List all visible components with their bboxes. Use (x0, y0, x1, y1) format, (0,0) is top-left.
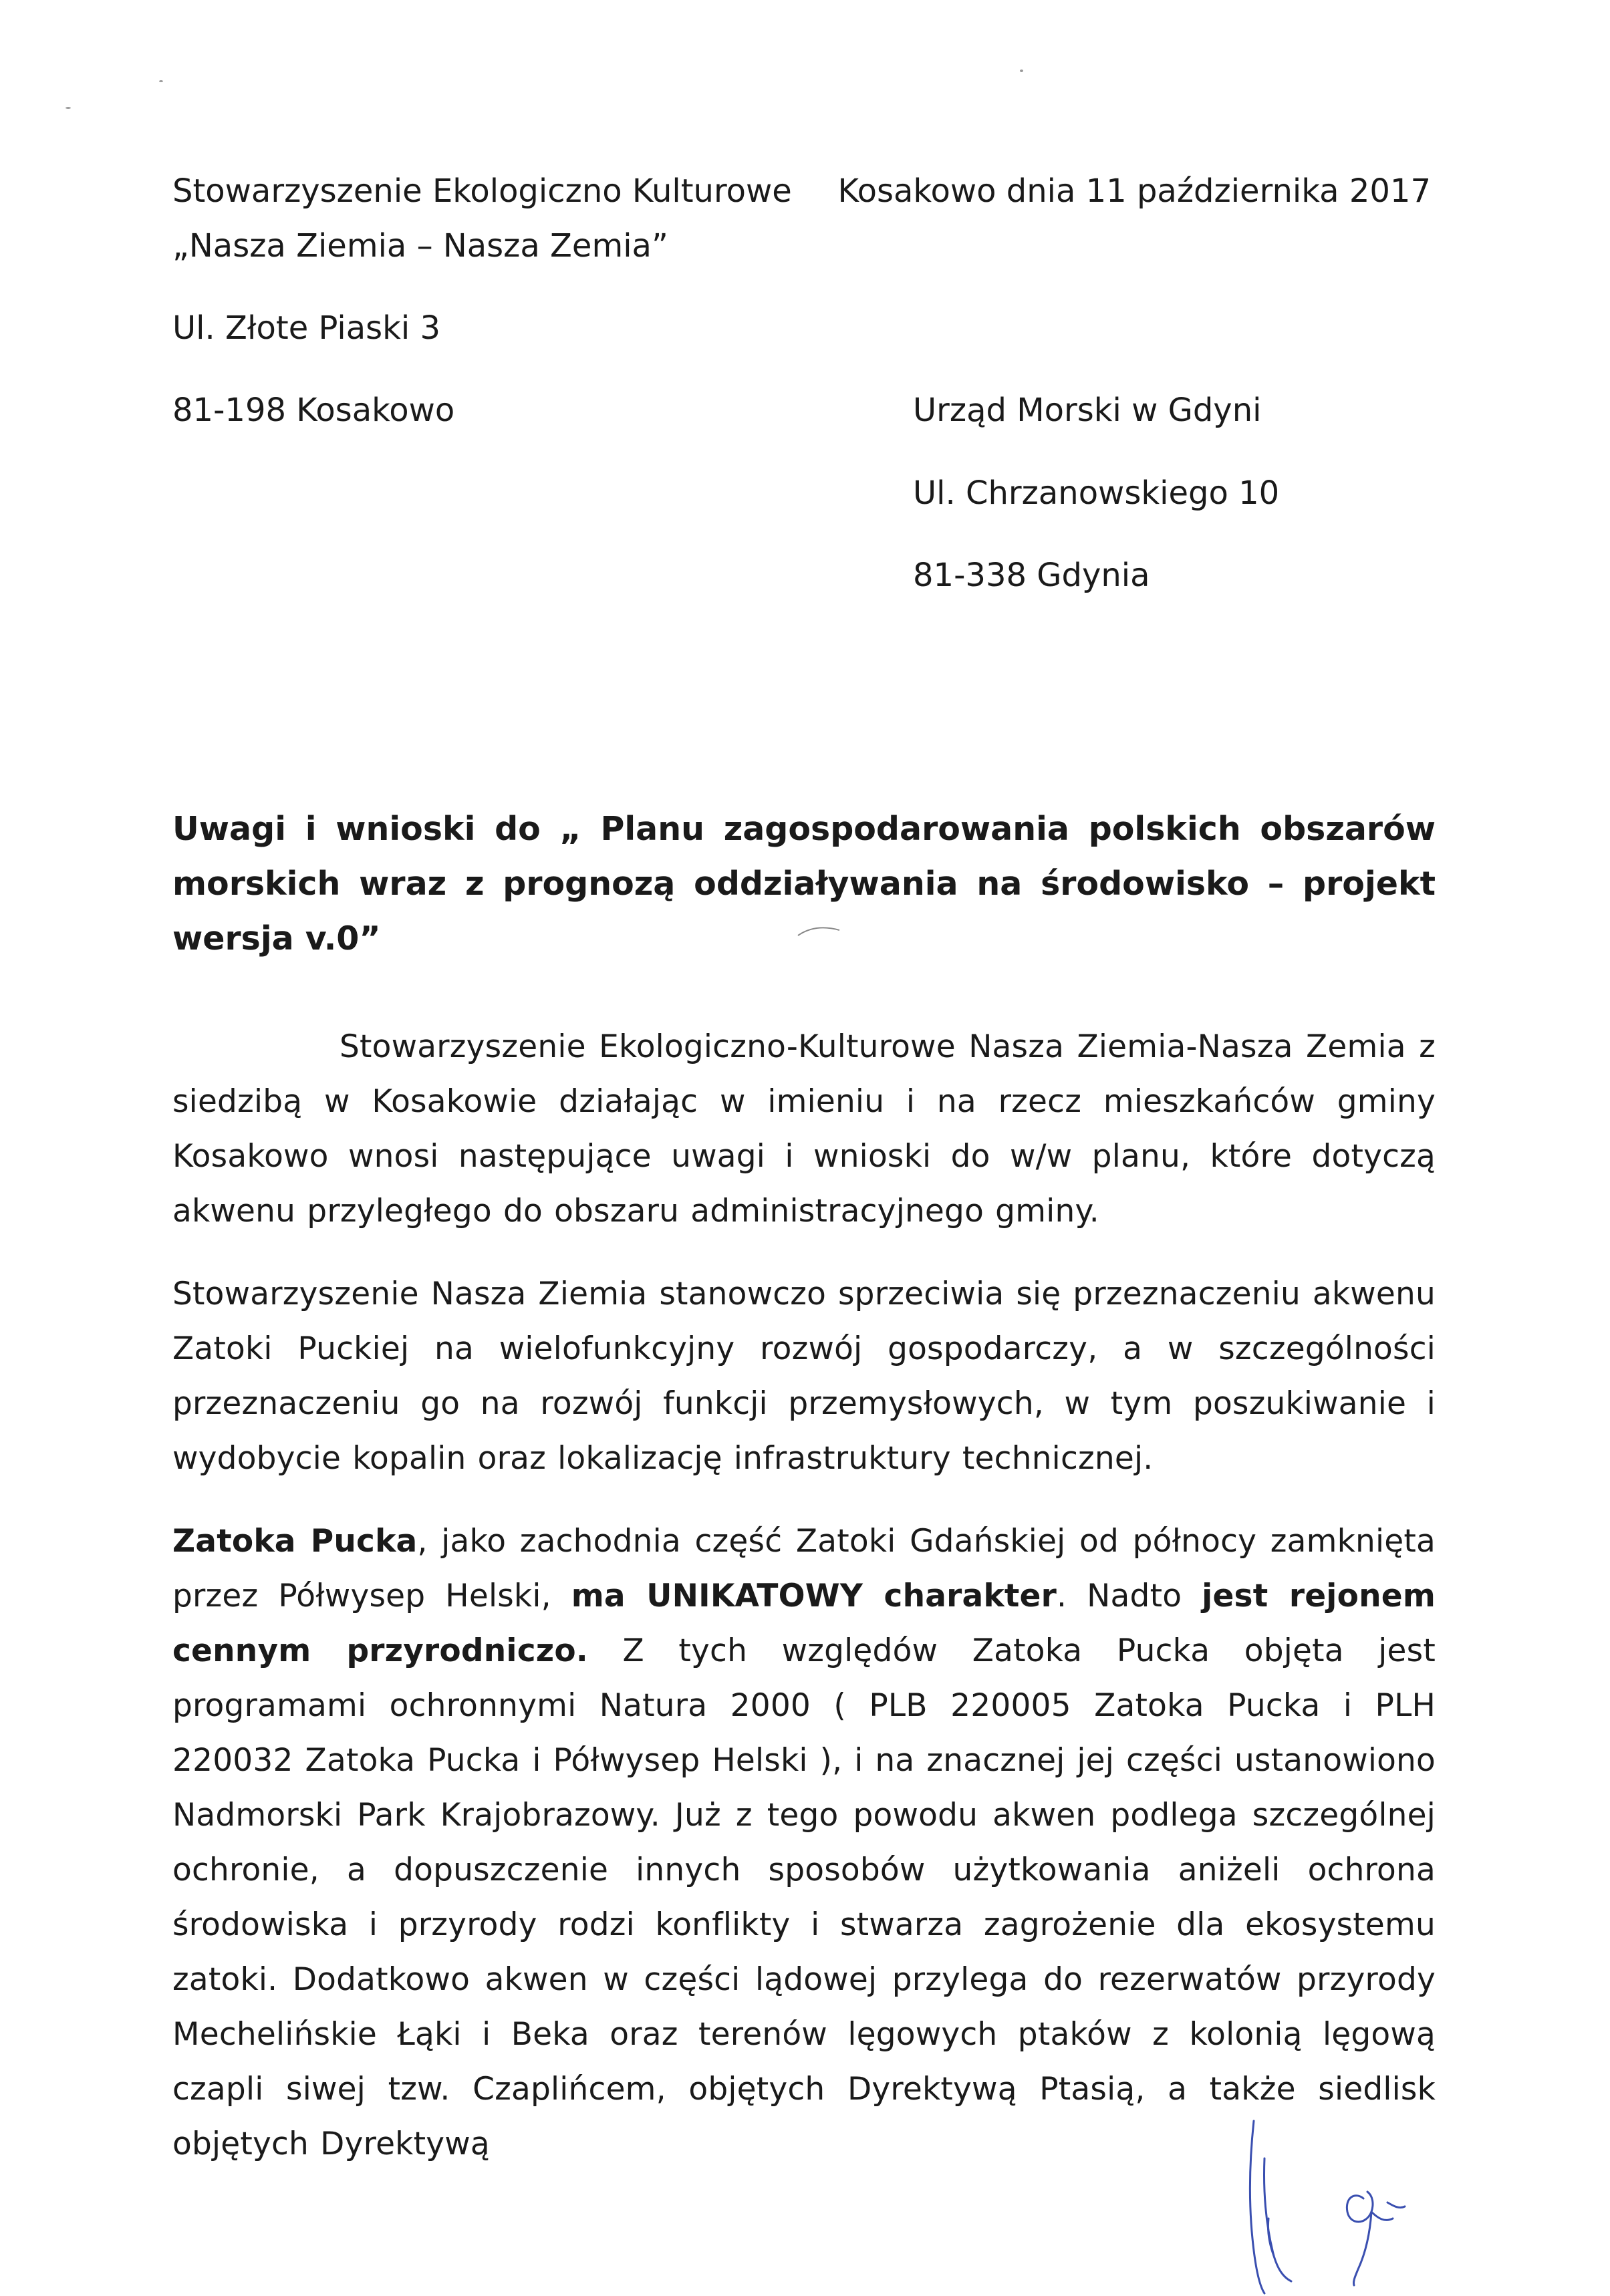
title-line1: Uwagi i wnioski do „ Planu zagospodarowania polskich obszarów (172, 810, 1436, 848)
scan-speck (1020, 69, 1023, 72)
text-run: Z tych względów Zatoka Pucka objęta jest programami ochronnymi Natura 2000 ( PLB 220005 Zatoka Pucka i PLH 220032 Zatoka Pucka i Półwysep Helski ), i na znacznej jej części ustanowiono Nadmorski Park Krajobrazowy. Już z tego powodu akwen podlega szczególnej ochronie, a dopuszczenie innych sposobów użytkowania aniżeli ochrona środowiska i przyrody rodzi konflikty i stwarza zagrożenie dla ekosystemu zatoki. Dodatkowo akwen w części lądowej przylega do rezerwatów przyrody Mechelińskie Łąki i Beka oraz terenów lęgowych ptaków z kolonią lęgową czapli siwej tzw. Czaplińcem, objętych Dyrektywą Ptasią, a także siedlisk objętych Dyrektywą (172, 1632, 1436, 2162)
pen-mark-icon (795, 921, 842, 941)
bold-phrase: Zatoka Pucka (172, 1523, 418, 1560)
paragraph-intro: Stowarzyszenie Ekologiczno-Kulturowe Nasza Ziemia-Nasza Zemia z siedzibą w Kosakowie działając w imieniu i na rzecz mieszkańców gminy Kosakowo wnosi następujące uwagi i wnioski do w/w planu, które dotyczą akwenu przyległego do obszaru administracyjnego gminy. (172, 1028, 1436, 1230)
paragraph-zatoka-pucka (172, 1514, 1436, 2172)
paragraph-objection: Stowarzyszenie Nasza Ziemia stanowczo sprzeciwia się przeznaczeniu akwenu Zatoki Puckiej na wielofunkcyjny rozwój gospodarczy, a w szczególności przeznaczeniu go na rozwój funkcji przemysłowych, w tym poszukiwanie i wydobycie kopalin oraz lokalizację infrastruktury technicznej. (172, 1276, 1436, 1477)
bold-phrase: jest rejonem cennym przyrodniczo. (172, 1578, 1436, 1669)
recipient-name: Urząd Morski w Gdyni (913, 392, 1262, 429)
scan-speck (159, 80, 163, 82)
text-run: . Nadto (1057, 1578, 1202, 1614)
scan-speck (65, 107, 71, 109)
title-line2: morskich wraz z prognozą oddziaływania na środowisko – projekt wersja v.0” (172, 865, 1436, 958)
recipient-city: 81-338 Gdynia (913, 557, 1150, 594)
handwritten-signature-icon (1230, 2118, 1457, 2296)
sender-street: Ul. Złote Piaski 3 (172, 309, 441, 347)
sender-name-line1: Stowarzyszenie Ekologiczno Kulturowe (172, 172, 792, 210)
recipient-street: Ul. Chrzanowskiego 10 (913, 474, 1280, 512)
letter-date: Kosakowo dnia 11 października 2017 (837, 172, 1431, 210)
bold-phrase: ma UNIKATOWY charakter (571, 1578, 1057, 1614)
sender-name-line2: „Nasza Ziemia – Nasza Zemia” (172, 227, 668, 265)
document-title (172, 802, 1436, 966)
sender-city: 81-198 Kosakowo (172, 392, 455, 429)
text-run: , jako zachodnia część Zatoki Gdańskiej od północy zamknięta przez Półwysep Helski, (172, 1523, 1436, 1614)
